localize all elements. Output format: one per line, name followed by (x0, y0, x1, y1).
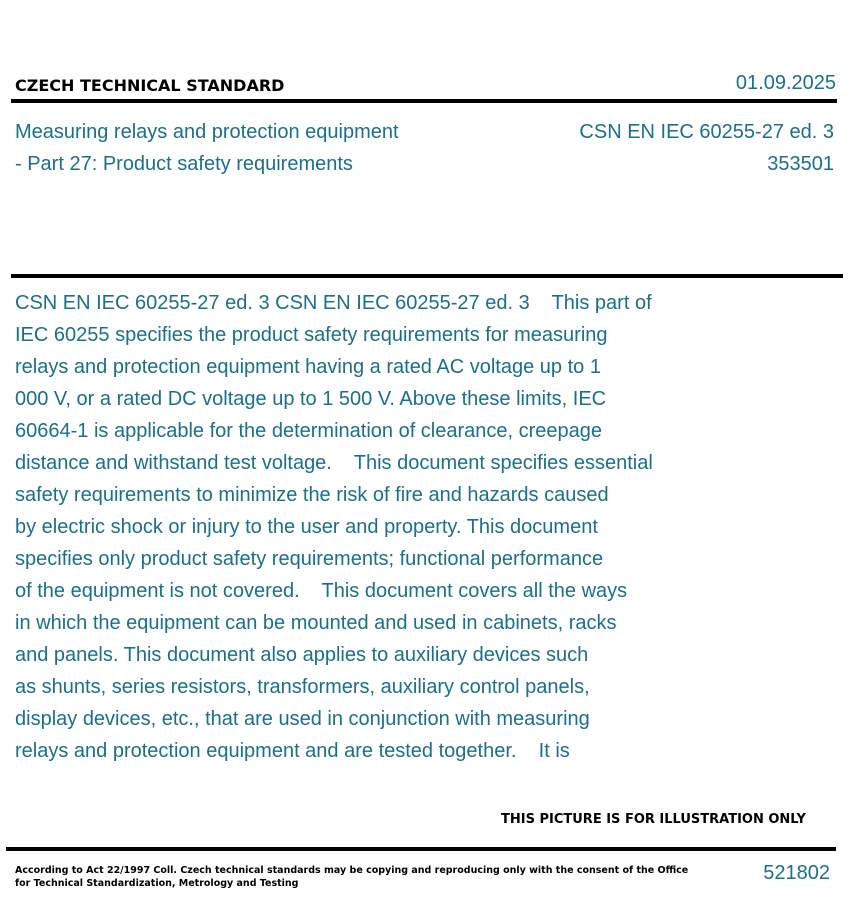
abstract-line: IEC 60255 specifies the product safety requirements for measuring (15, 324, 608, 346)
section-divider (11, 274, 843, 278)
standard-identifiers (579, 116, 834, 180)
abstract-line: distance and withstand test voltage. This document specifies essential (15, 452, 653, 474)
abstract-line: by electric shock or injury to the user and property. This document (15, 516, 598, 538)
standard-designation: CSN EN IEC 60255-27 ed. 3 (579, 121, 834, 143)
publication-date: 01.09.2025 (735, 72, 836, 94)
abstract-line: display devices, etc., that are used in conjunction with measuring (15, 708, 590, 730)
abstract-line: 60664-1 is applicable for the determination of clearance, creepage (15, 420, 603, 442)
abstract-line: as shunts, series resistors, transformers, auxiliary control panels, (15, 676, 590, 698)
abstract-line: of the equipment is not covered. This document covers all the ways (15, 580, 628, 602)
document-header-title: CZECH TECHNICAL STANDARD (15, 76, 285, 95)
abstract-line: CSN EN IEC 60255-27 ed. 3 CSN EN IEC 60255-27 ed. 3 This part of (15, 292, 652, 314)
copyright-notice (15, 864, 689, 890)
classification-code: 353501 (767, 153, 834, 175)
header-divider (11, 99, 837, 103)
abstract-line: specifies only product safety requirements; functional performance (15, 548, 604, 570)
standard-title-line: Measuring relays and protection equipment (15, 121, 399, 143)
standard-title (15, 116, 399, 180)
document-code: 521802 (763, 862, 830, 884)
abstract-line: and panels. This document also applies to auxiliary devices such (15, 644, 589, 666)
standard-title-line: - Part 27: Product safety requirements (15, 153, 353, 175)
illustration-disclaimer: THIS PICTURE IS FOR ILLUSTRATION ONLY (501, 812, 806, 827)
abstract-line: in which the equipment can be mounted and used in cabinets, racks (15, 612, 617, 634)
abstract-line: 000 V, or a rated DC voltage up to 1 500 V. Above these limits, IEC (15, 388, 607, 410)
abstract-line: relays and protection equipment having a rated AC voltage up to 1 (15, 356, 601, 378)
abstract-line: safety requirements to minimize the risk of fire and hazards caused (15, 484, 609, 506)
copyright-line: for Technical Standardization, Metrology and Testing (15, 878, 299, 889)
abstract-text (15, 287, 715, 767)
footer-divider (6, 847, 836, 851)
abstract-line: relays and protection equipment and are tested together. It is (15, 740, 570, 762)
copyright-line: According to Act 22/1997 Coll. Czech technical standards may be copying and reproducing only with the consent of the Office (15, 865, 689, 876)
